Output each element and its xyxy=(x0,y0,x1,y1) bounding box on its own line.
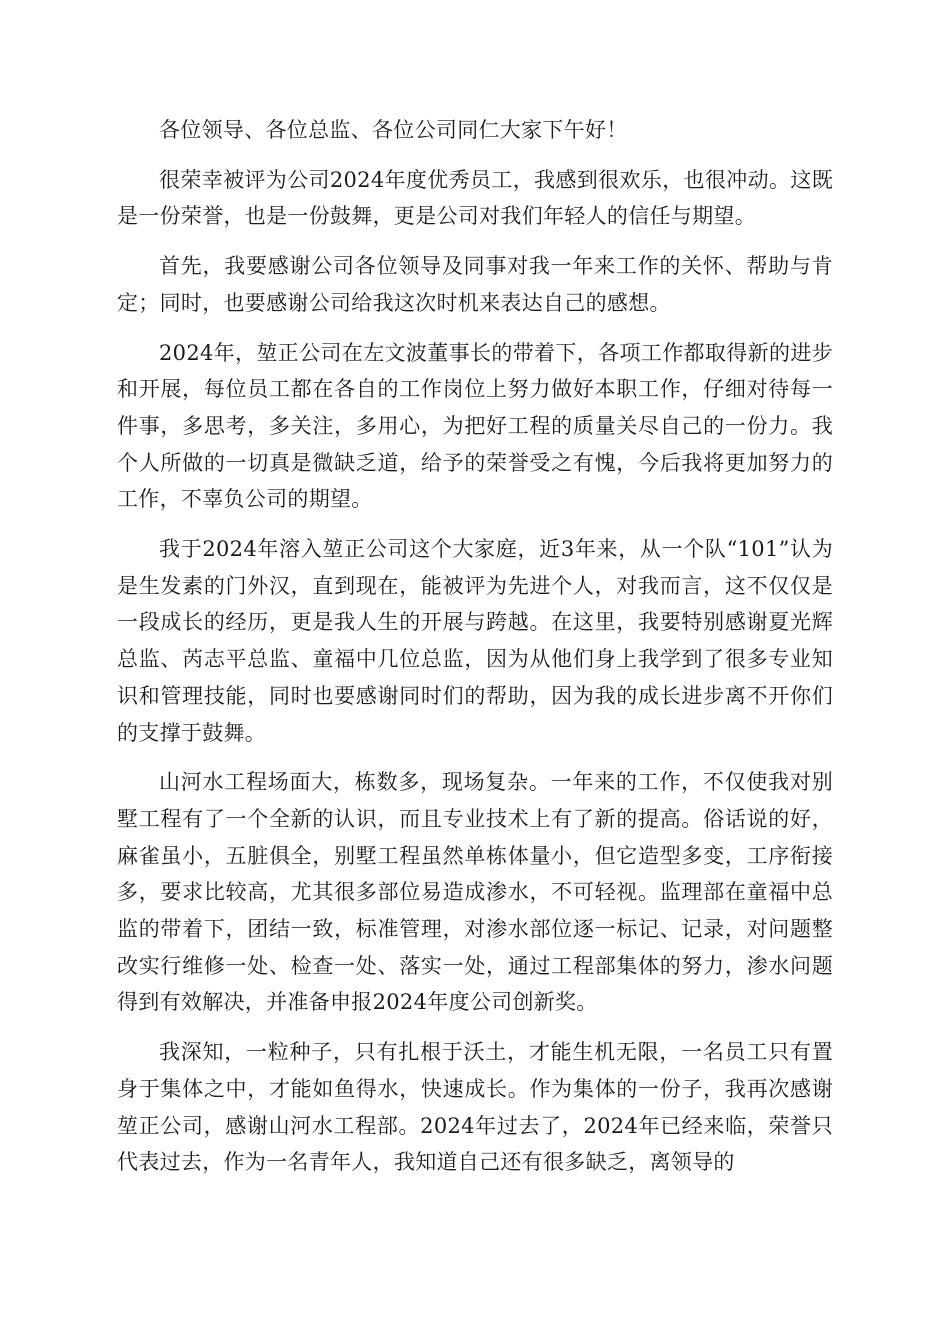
paragraph-greeting: 各位领导、各位总监、各位公司同仁大家下午好！ xyxy=(159,118,628,142)
paragraph-conclusion: 我深知，一粒种子，只有扎根于沃土，才能生机无限，一名员工只有置身于集体之中，才能如鱼得水，快速成长。作为集体的一份子，我再次感谢堃正公司，感谢山河水工程部。2024年过去了，2024年已经来临，荣誉只代表过去，作为一名青年人，我知道自己还有很多缺乏，离领导的 xyxy=(117,1040,833,1175)
paragraph-project-work: 山河水工程场面大，栋数多，现场复杂。一年来的工作，不仅使我对别墅工程有了一个全新的认识，而且专业技术上有了新的提高。俗话说的好，麻雀虽小，五脏俱全，别墅工程虽然单栋体量小，但它造型多变，工序衔接多，要求比较高，尤其很多部位易造成渗水，不可轻视。监理部在童福中总监的带着下，团结一致，标准管理，对渗水部位逐一标记、记录，对问题整改实行维修一处、检查一处、落实一处，通过工程部集体的努力，渗水问题得到有效解决，并准备申报2024年度公司创新奖。 xyxy=(117,770,833,1015)
speech-body xyxy=(117,112,833,1194)
paragraph-company-progress: 2024年，堃正公司在左文波董事长的带着下，各项工作都取得新的进步和开展，每位员工都在各自的工作岗位上努力做好本职工作，仔细对待每一件事，多思考，多关注，多用心，为把好工程的质量关尽自己的一份力。我个人所做的一切真是微缺乏道，给予的荣誉受之有愧，今后我将更加努力的工作，不辜负公司的期望。 xyxy=(117,340,833,512)
paragraph-thanks: 首先，我要感谢公司各位领导及同事对我一年来工作的关怀、帮助与肯定；同时，也要感谢公司给我这次时机来表达自己的感想。 xyxy=(117,254,833,315)
paragraph-personal-growth: 我于2024年溶入堃正公司这个大家庭，近3年来，从一个队“101”认为是生发素的门外汉，直到现在，能被评为先进个人，对我而言，这不仅仅是一段成长的经历，更是我人生的开展与跨越。在这里，我要特别感谢夏光辉总监、芮志平总监、童福中几位总监，因为从他们身上我学到了很多专业知识和管理技能，同时也要感谢同时们的帮助，因为我的成长进步离不开你们的支撑于鼓舞。 xyxy=(117,537,833,745)
paragraph-honor: 很荣幸被评为公司2024年度优秀员工，我感到很欢乐，也很冲动。这既是一份荣誉，也是一份鼓舞，更是公司对我们年轻人的信任与期望。 xyxy=(117,167,833,229)
